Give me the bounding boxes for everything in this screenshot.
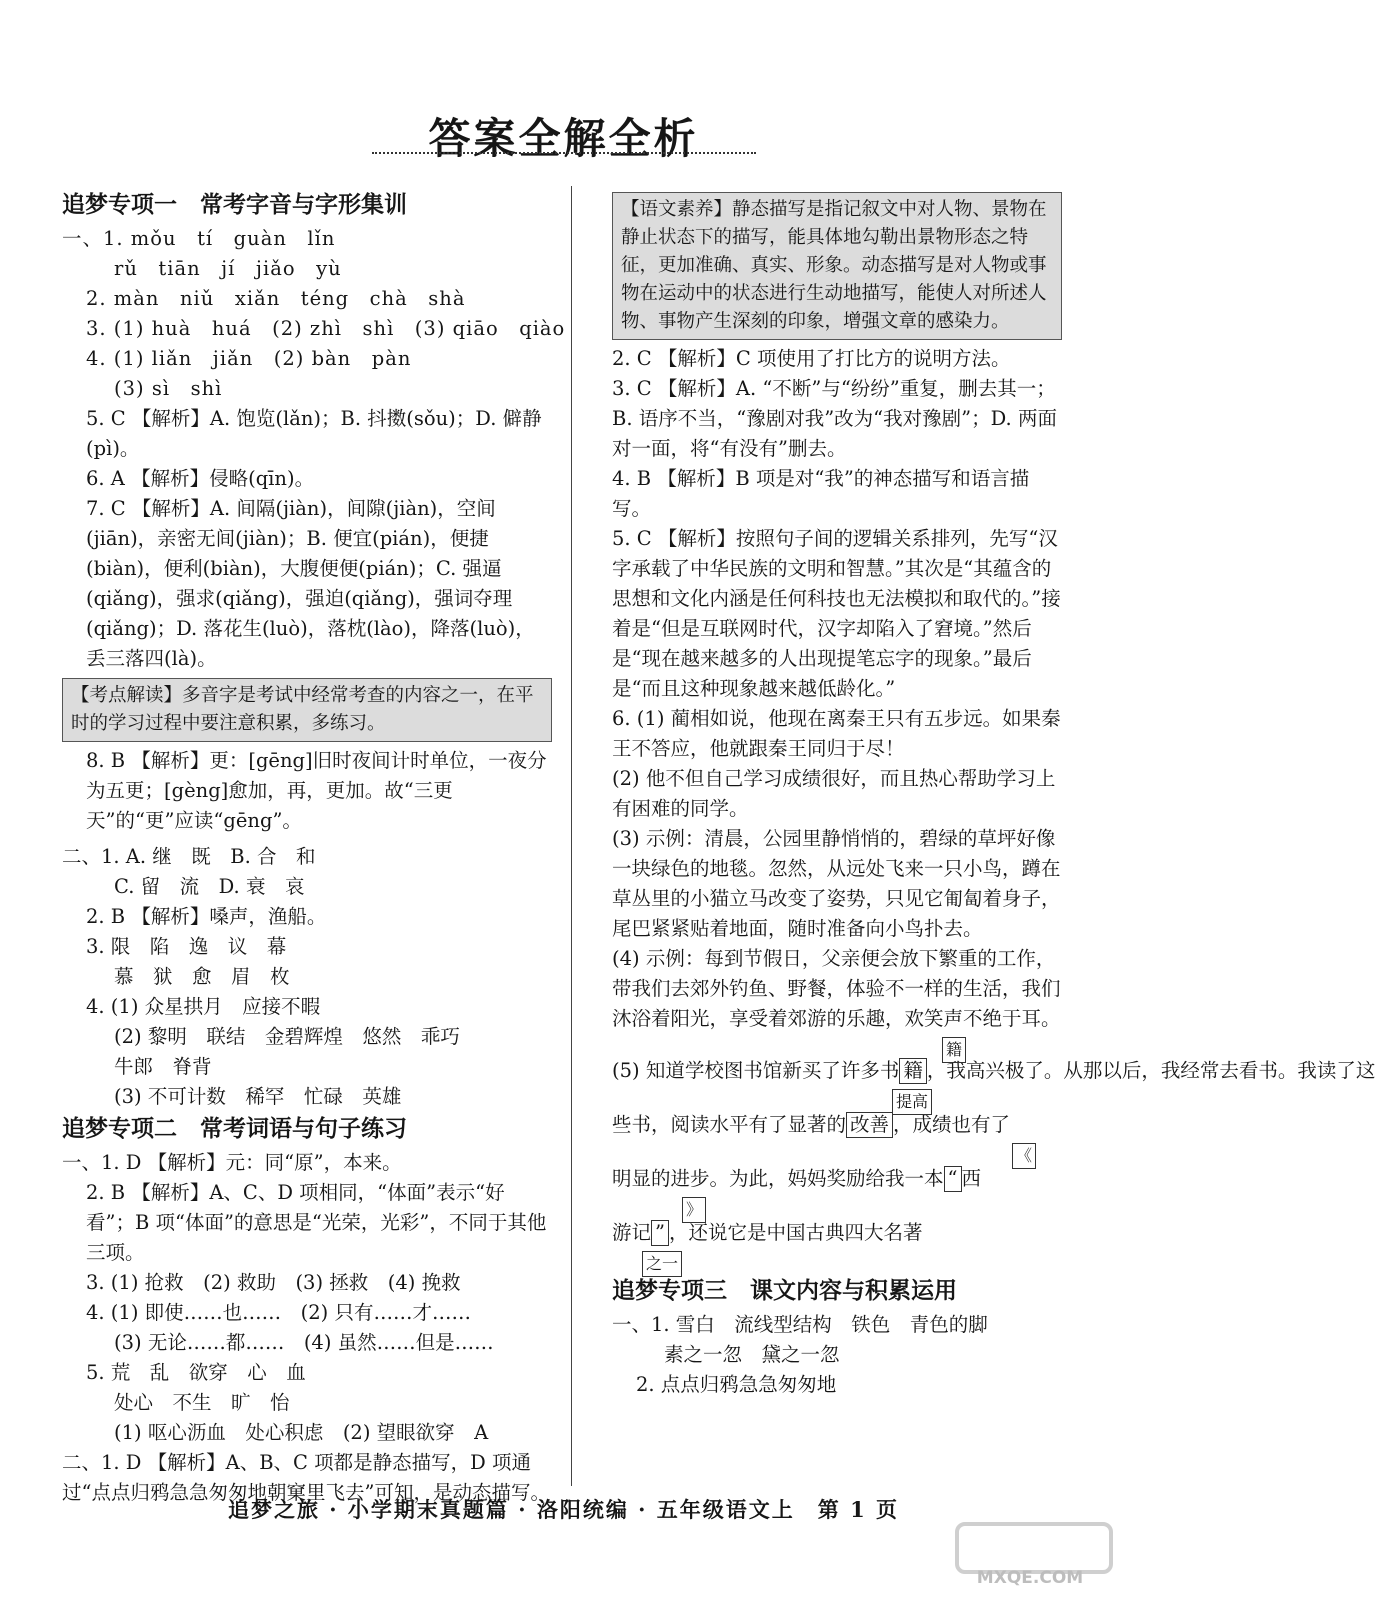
answer-line: 4. (1) liǎn jiǎn (2) bàn pàn <box>86 347 412 370</box>
page-title: 答案全解全析 <box>428 114 699 163</box>
answer-line: 2. B 【解析】A、C、D 项相同，“体面”表示“好看”；B 项“体面”的意思是“光荣，光彩”，不同于其他三项。 <box>86 1181 547 1264</box>
answer-line: (3) 无论……都…… (4) 虽然……但是…… <box>114 1331 494 1354</box>
right-column <box>612 188 1375 1400</box>
answer-line <box>612 1110 1062 1140</box>
answer-line: 2. C 【解析】C 项使用了打比方的说明方法。 <box>612 347 1011 370</box>
answer-text: 明显的进步。为此，妈妈奖励给我一本 <box>612 1167 944 1190</box>
correction-mark: 籍 <box>942 1037 966 1063</box>
answer-line: (3) 不可计数 稀罕 忙碌 英雄 <box>114 1085 402 1108</box>
answer-line: 2. B 【解析】嗓声，渔船。 <box>86 905 327 928</box>
answer-line: 7. C 【解析】A. 间隔(jiàn)，间隙(jiàn)，空间(jiān)，亲密无间(jiàn)；B. 便宜(pián)，便捷(biàn)，便利(biàn)，大腹便便(pián)；C. 强逼(qiǎng)，强求(qiǎng)，强迫(qiǎng)，强词夺理(qiǎng)；D. 落花生(luò)，落枕(lào)，降落(luò)，丢三落四(là)。 <box>86 497 535 670</box>
answer-line: 2. màn niǔ xiǎn téng chà shà <box>86 287 466 310</box>
answer-line: 一、1. 雪白 流线型结构 铁色 青色的脚 <box>612 1313 988 1336</box>
correction-box: 籍 <box>899 1058 927 1084</box>
answer-line: 3. 限 陷 逸 议 幕 <box>86 935 287 958</box>
answer-line: (3) 示例：清晨，公园里静悄悄的，碧绿的草坪好像一块绿色的地毯。忽然，从远处飞来一只小鸟，蹲在草丛里的小猫立马改变了姿势，只见它匍匐着身子，尾巴紧紧贴着地面，随时准备向小鸟扑去。 <box>612 827 1061 940</box>
watermark-frame <box>955 1522 1113 1574</box>
answer-line: 3. (1) 抢救 (2) 救助 (3) 拯救 (4) 挽救 <box>86 1271 461 1294</box>
answer-line: 4. (1) 即使……也…… (2) 只有……才…… <box>86 1301 471 1324</box>
answer-text: 些书，阅读水平有了显著的 <box>612 1113 847 1136</box>
answer-line: (2) 他不但自己学习成绩很好，而且热心帮助学习上有困难的同学。 <box>612 767 1056 820</box>
answer-line: 8. B 【解析】更：[gēng]旧时夜间计时单位，一夜分为五更；[gèng]愈加，再，更加。故“三更天”的“更”应读“gēng”。 <box>86 749 547 832</box>
column-divider <box>571 186 572 1486</box>
correction-mark: 提高 <box>892 1089 932 1115</box>
answer-line: (2) 黎明 联结 金碧辉煌 悠然 乖巧 <box>114 1025 460 1048</box>
correction-box: ” <box>651 1220 669 1246</box>
correction-box: 改善 <box>846 1112 893 1138</box>
title-divider <box>372 152 756 154</box>
answer-line: (4) 示例：每到节假日，父亲便会放下繁重的工作，带我们去郊外钓鱼、野餐，体验不一样的生活，我们沐浴着阳光，享受着郊游的乐趣，欢笑声不绝于耳。 <box>612 947 1061 1030</box>
section-heading-3: 追梦专项三 课文内容与积累运用 <box>612 1278 957 1304</box>
section-heading-1: 追梦专项一 常考字音与字形集训 <box>62 192 407 218</box>
answer-line: 处心 不生 旷 怡 <box>114 1391 290 1414</box>
correction-mark: 《 <box>1012 1143 1036 1169</box>
answer-text: 西 <box>961 1167 982 1190</box>
answer-line: 二、1. D 【解析】A、B、C 项都是静态描写，D 项通过“点点归鸦急急匆匆地朝窠里飞去”可知，是动态描写。 <box>62 1451 550 1504</box>
answer-text: 游记 <box>612 1221 652 1244</box>
answer-line: C. 留 流 D. 衰 哀 <box>114 875 305 898</box>
key-point-box: 【考点解读】多音字是考试中经常考查的内容之一，在平时的学习过程中要注意积累，多练习。 <box>62 678 552 742</box>
answer-line: 3. (1) huà huá (2) zhì shì (3) qiāo qiào <box>86 317 566 340</box>
answer-line: rǔ tiān jí jiǎo yù <box>114 257 342 280</box>
correction-mark: 之一 <box>642 1251 682 1277</box>
answer-line: 慕 狱 愈 眉 枚 <box>114 965 290 988</box>
answer-line: 6. (1) 蔺相如说，他现在离秦王只有五步远。如果秦王不答应，他就跟秦王同归于尽！ <box>612 707 1061 760</box>
watermark-logo <box>955 1522 1105 1588</box>
answer-text: ，成绩也有了 <box>893 1113 1011 1136</box>
answer-line: 二、1. A. 继 既 B. 合 和 <box>62 845 316 868</box>
answer-line: 牛郎 脊背 <box>114 1055 212 1078</box>
answer-text: ，还说它是中国古典四大名著 <box>669 1221 923 1244</box>
answer-text: ，我高兴极了。从那以后，我经常去看书。我读了这 <box>926 1059 1375 1082</box>
correction-mark: 》 <box>682 1197 706 1223</box>
answer-line: 一、1. mǒu tí guàn lǐn <box>62 227 336 250</box>
answer-line: 素之一忽 黛之一忽 <box>664 1343 840 1366</box>
answer-text: (5) 知道学校图书馆新买了许多书 <box>612 1059 900 1082</box>
left-column <box>62 188 566 1508</box>
answer-line: 5. C 【解析】A. 饱览(lǎn)；B. 抖擞(sǒu)；D. 僻静(pì)。 <box>86 407 542 460</box>
correction-box: “ <box>944 1166 962 1192</box>
watermark-text: MXQE.COM <box>976 1568 1084 1588</box>
answer-line: 5. C 【解析】按照句子间的逻辑关系排列，先写“汉字承载了中华民族的文明和智慧。”其次是“其蕴含的思想和文化内涵是任何科技也无法模拟和取代的。”接着是“但是互联网时代，汉字却陷入了窘境。”然后是“现在越来越多的人出现提笔忘字的现象。”最后是“而且这种现象越来越低龄化。” <box>612 527 1061 700</box>
answer-line: (1) 呕心沥血 处心积虑 (2) 望眼欲穿 A <box>114 1421 489 1444</box>
section-heading-2: 追梦专项二 常考词语与句子练习 <box>62 1116 407 1142</box>
answer-line: 5. 荒 乱 欲穿 心 血 <box>86 1361 306 1384</box>
answer-line: (3) sì shì <box>114 377 223 400</box>
answer-line <box>612 1164 1062 1194</box>
answer-line <box>612 1056 1375 1086</box>
literacy-box: 【语文素养】静态描写是指记叙文中对人物、景物在静止状态下的描写，能具体地勾勒出景物形态之特征，更加准确、真实、形象。动态描写是对人物或事物在运动中的状态进行生动地描写，能使人对所述人物、事物产生深刻的印象，增强文章的感染力。 <box>612 192 1062 340</box>
answer-line: 2. 点点归鸦急急匆匆地 <box>636 1373 837 1396</box>
answer-line: 6. A 【解析】侵略(qīn)。 <box>86 467 315 490</box>
page-footer: 追梦之旅 · 小学期末真题篇 · 洛阳统编 · 五年级语文上 第 1 页 <box>227 1497 900 1522</box>
answer-line: 一、1. D 【解析】元：同“原”，本来。 <box>62 1151 402 1174</box>
answer-line: 4. (1) 众星拱月 应接不暇 <box>86 995 321 1018</box>
answer-line <box>612 1218 1062 1248</box>
answer-line: 3. C 【解析】A. “不断”与“纷纷”重复，删去其一；B. 语序不当，“豫剧对我”改为“我对豫剧”；D. 两面对一面，将“有没有”删去。 <box>612 377 1057 460</box>
answer-line: 4. B 【解析】B 项是对“我”的神态描写和语言描写。 <box>612 467 1030 520</box>
